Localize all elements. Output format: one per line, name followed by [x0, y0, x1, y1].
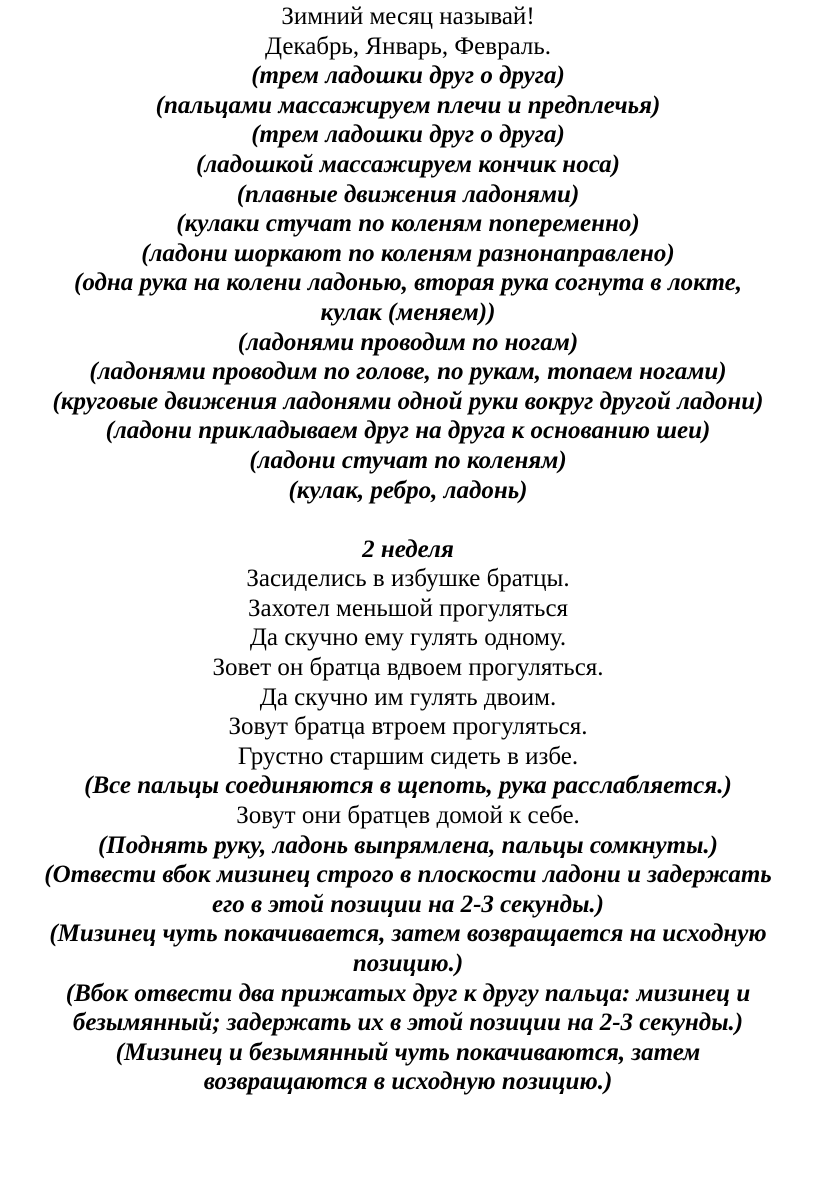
poem-line: Грустно старшим сидеть в избе.: [237, 742, 579, 770]
movement-note: (пальцами массажируем плечи и предплечья): [155, 91, 661, 119]
movement-note: (трем ладошки друг о друга): [251, 121, 565, 149]
poem-line: Декабрь, Январь, Февраль.: [264, 32, 552, 60]
poem-line: Засиделись в избушке братцы.: [246, 565, 570, 593]
poem-line: Зовут братца втроем прогуляться.: [228, 713, 588, 741]
instruction-line: (Отвести вбок мизинец строго в плоскости ладони и задержать: [44, 861, 772, 889]
movement-note: (Все пальцы соединяются в щепоть, рука расслабляется.): [84, 772, 732, 800]
poem-line: Да скучно им гулять двоим.: [259, 683, 557, 711]
movement-note: (ладонями проводим по голове, по рукам, топаем ногами): [89, 358, 727, 386]
instruction-line: (Мизинец чуть покачивается, затем возвращается на исходную: [49, 920, 767, 948]
movement-note: кулак (меняем)): [320, 298, 496, 326]
poem-line: Зимний месяц называй!: [281, 3, 535, 30]
movement-note: (трем ладошки друг о друга): [251, 62, 565, 90]
instruction-line: позицию.): [352, 950, 464, 977]
movement-note: (плавные движения ладонями): [236, 180, 580, 208]
instruction-line: (Поднять руку, ладонь выпрямлена, пальцы сомкнуты.): [97, 831, 719, 859]
movement-note: (ладони прикладываем друг на друга к основанию шеи): [105, 417, 711, 445]
instruction-line: возвращаются в исходную позицию.): [203, 1068, 613, 1096]
blank-line: [0, 505, 816, 535]
movement-note: (ладони стучат по коленям): [249, 446, 567, 474]
movement-note: (ладошкой массажируем кончик носа): [196, 150, 620, 178]
poem-line: Захотел меньшой прогуляться: [247, 594, 569, 622]
movement-note: (кулаки стучат по коленям попеременно): [176, 210, 640, 238]
instruction-line: безымянный; задержать их в этой позиции на 2-3 секунды.): [72, 1009, 744, 1037]
instruction-line: (Мизинец и безымянный чуть покачиваются, затем: [115, 1038, 701, 1066]
poem-line: Зовут они братцев домой к себе.: [236, 802, 580, 830]
movement-note: (одна рука на колени ладонью, вторая рука согнута в локте,: [74, 269, 742, 297]
poem-line: Да скучно ему гулять одному.: [249, 624, 567, 652]
section-heading: 2 неделя: [362, 535, 454, 563]
movement-note: (кулак, ребро, ладонь): [288, 476, 528, 504]
movement-note: (круговые движения ладонями одной руки вокруг другой ладони): [52, 387, 764, 415]
poem-line: Зовет он братца вдвоем прогуляться.: [212, 654, 604, 682]
movement-note: (ладони шоркают по коленям разнонаправлено): [141, 239, 675, 267]
instruction-line: (Вбок отвести два прижатых друг к другу пальца: мизинец и: [65, 979, 751, 1007]
movement-note: (ладонями проводим по ногам): [237, 328, 579, 356]
instruction-line: его в этой позиции на 2-3 секунды.): [211, 890, 605, 918]
